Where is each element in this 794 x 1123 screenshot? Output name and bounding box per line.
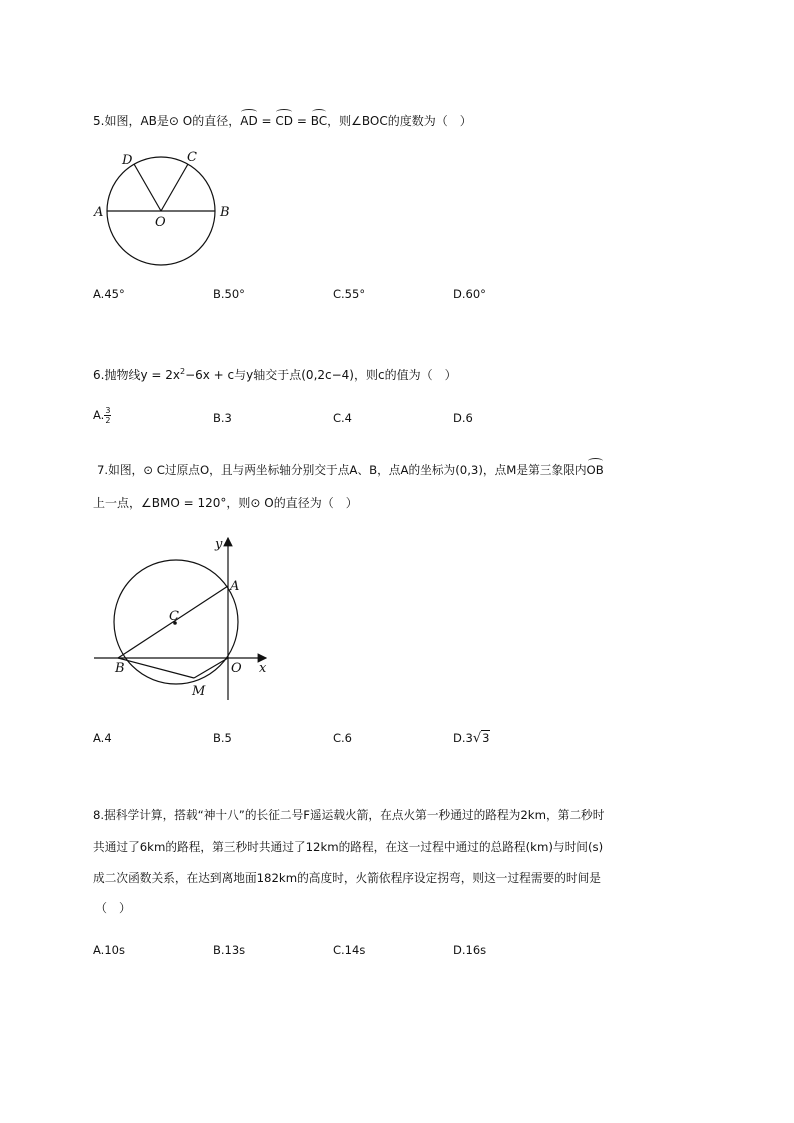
q7-stem-line2: 上一点，∠BMO = 120°，则⊙ O的直径为（ ） bbox=[93, 496, 358, 510]
label-o: O bbox=[155, 215, 166, 230]
q5-option-c[interactable]: C.55° bbox=[333, 287, 366, 301]
q6-option-b[interactable]: B.3 bbox=[213, 411, 232, 425]
exponent: 2 bbox=[179, 367, 186, 376]
arc-ad: AD bbox=[240, 114, 258, 128]
fraction-denominator: 2 bbox=[105, 416, 111, 425]
q8-stem-line2: 共通过了6km的路程，第三秒时共通过了12km的路程，在这一过程中通过的总路程(km)与时间(s) bbox=[93, 840, 604, 854]
arc-ob: OB bbox=[586, 463, 604, 477]
q7-option-b[interactable]: B.5 bbox=[213, 731, 232, 745]
q5-option-a[interactable]: A.45° bbox=[93, 287, 125, 301]
q7-stem-line1 bbox=[97, 461, 604, 479]
segment-bm bbox=[118, 658, 194, 678]
q7-coordinate-figure bbox=[88, 532, 278, 702]
fraction bbox=[104, 406, 111, 425]
radicand: 3 bbox=[482, 731, 490, 745]
q8-stem-line1: 8.据科学计算，搭载“神十八”的长征二号F遥运载火箭，在点火第一秒通过的路程为2km，第二秒时 bbox=[93, 808, 605, 822]
q5-stem-middle: O的直径， bbox=[178, 114, 241, 128]
label-a: A bbox=[230, 579, 240, 594]
label-a: A bbox=[94, 205, 104, 220]
q6-stem-part2: −6x + c与y轴交于点(0,2c−4)，则c的值为（ ） bbox=[185, 368, 457, 382]
q6-stem bbox=[93, 363, 457, 384]
q5-circle-figure bbox=[88, 142, 238, 272]
radius-od bbox=[134, 164, 161, 211]
q7-stem-text: 7.如图，⊙ C过原点O，且与两坐标轴分别交于点A、B，点A的坐标为(0,3)，点M是第三象限内 bbox=[97, 463, 587, 477]
q7-option-d[interactable] bbox=[453, 730, 490, 747]
label-o: O bbox=[231, 661, 242, 676]
fraction-numerator: 3 bbox=[105, 406, 111, 415]
label-d: D bbox=[122, 153, 133, 168]
q8-stem-line3: 成二次函数关系，在达到离地面182km的高度时，火箭依程序设定拐弯，则这一过程需要的时间是 bbox=[93, 871, 601, 885]
option-a-prefix: A. bbox=[93, 408, 105, 422]
label-c: C bbox=[187, 150, 197, 165]
sqrt-icon: √ bbox=[472, 731, 482, 746]
label-x: x bbox=[259, 661, 267, 676]
q8-stem-line4: （ ） bbox=[95, 901, 132, 915]
q8-option-c[interactable]: C.14s bbox=[333, 943, 366, 957]
q8-option-a[interactable]: A.10s bbox=[93, 943, 125, 957]
arc-cd: CD bbox=[275, 114, 293, 128]
q5-stem-suffix: ，则∠BOC的度数为（ ） bbox=[327, 114, 472, 128]
q7-option-a[interactable]: A.4 bbox=[93, 731, 112, 745]
q5-option-b[interactable]: B.50° bbox=[213, 287, 245, 301]
equals-sign: = bbox=[257, 114, 276, 128]
label-y: y bbox=[215, 537, 223, 552]
equals-sign: = bbox=[293, 114, 311, 128]
arc-bc: BC bbox=[310, 114, 328, 128]
q6-stem-part1: 6.抛物线y = 2x bbox=[93, 368, 180, 382]
circle-symbol: ⊙ bbox=[168, 114, 179, 128]
q6-option-c[interactable]: C.4 bbox=[333, 411, 353, 425]
label-b: B bbox=[220, 205, 230, 220]
label-b: B bbox=[115, 661, 125, 676]
segment-mo bbox=[194, 658, 228, 678]
q6-option-d[interactable]: D.6 bbox=[453, 411, 473, 425]
option-d-prefix: D.3 bbox=[453, 731, 473, 745]
q5-stem bbox=[93, 112, 472, 130]
q5-option-d[interactable]: D.60° bbox=[453, 287, 486, 301]
label-c: C bbox=[169, 609, 179, 624]
q7-option-c[interactable]: C.6 bbox=[333, 731, 353, 745]
q8-option-d[interactable]: D.16s bbox=[453, 943, 487, 957]
q5-stem-prefix: 5.如图，AB是 bbox=[93, 114, 169, 128]
radius-oc bbox=[161, 164, 188, 211]
label-m: M bbox=[192, 684, 206, 699]
q8-option-b[interactable]: B.13s bbox=[213, 943, 246, 957]
q6-option-a[interactable] bbox=[93, 406, 111, 425]
